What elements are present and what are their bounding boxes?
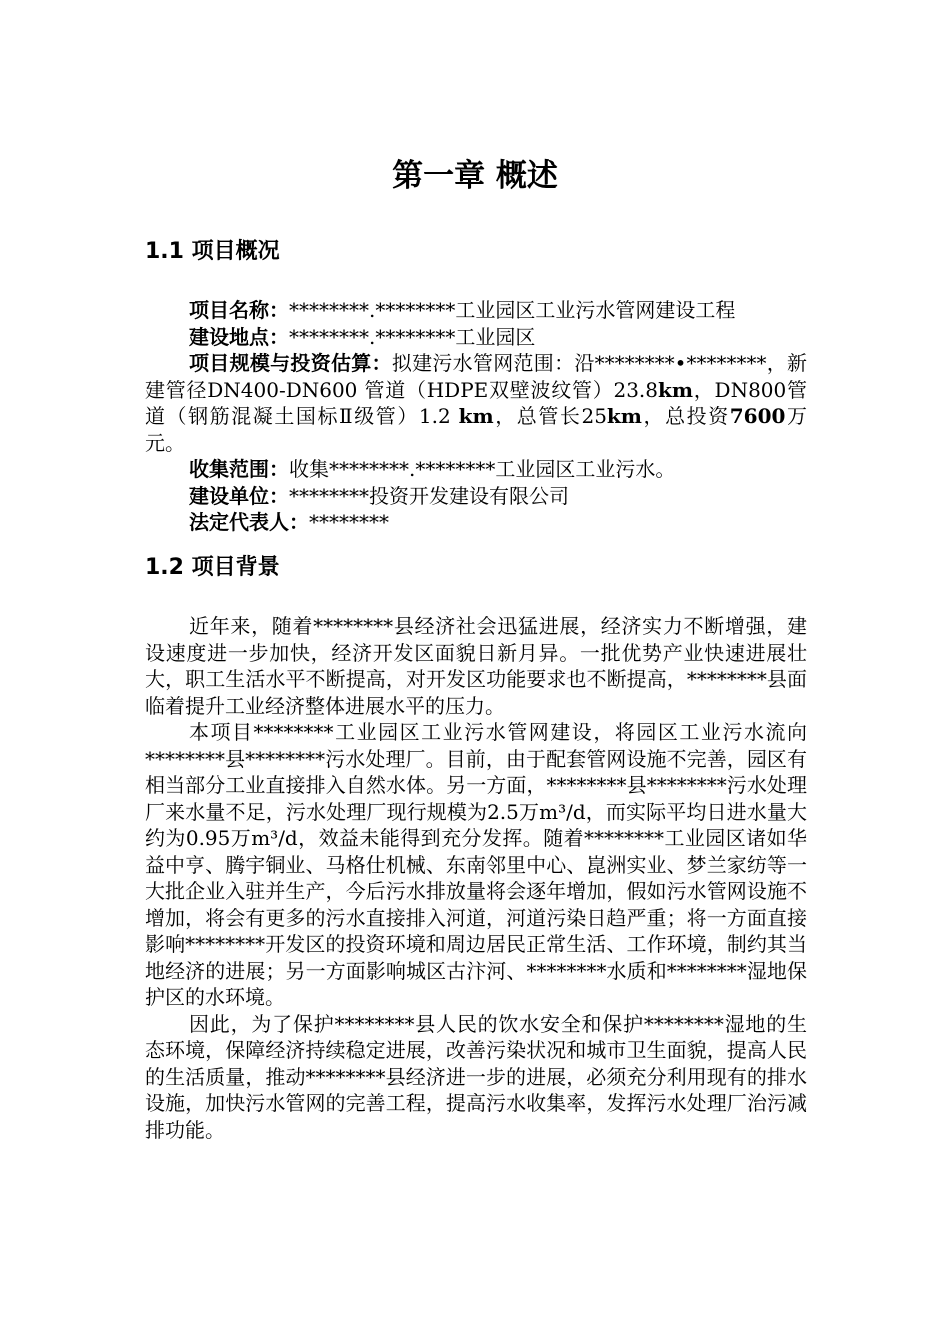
- scale-text-5: 万元。: [145, 404, 807, 455]
- scale-km-2: km: [458, 404, 494, 428]
- project-scale-label: 项目规模与投资估算：: [189, 351, 392, 375]
- legal-rep-label: 法定代表人：: [189, 510, 309, 534]
- scale-km-1: km: [658, 377, 694, 402]
- project-site-label: 建设地点：: [189, 324, 289, 349]
- scale-text-4: ，总投资: [641, 404, 730, 428]
- construction-unit-line: [145, 483, 807, 510]
- background-paragraph-1: 近年来，随着********县经济社会迅猛进展，经济实力不断增强，建设速度进一步加快，经济开发区面貌日新月异。一批优势产业快速进展壮大，职工生活水平不断提高，对开发区功能要求也不断提高，********县面临着提升工业经济整体进展水平的压力。: [145, 614, 807, 718]
- section-heading-overview: 1.1 项目概况: [145, 239, 280, 264]
- collection-range-value: 收集********.********工业园区工业污水。: [289, 457, 676, 481]
- scale-km-3: km: [606, 404, 642, 428]
- construction-unit-value: ********投资开发建设有限公司: [289, 483, 569, 508]
- background-paragraph-2: 本项目********工业园区工业污水管网建设，将园区工业污水流向********县********污水处理厂。目前，由于配套管网设施不完善，园区有相当部分工业直接排入自然水体。另一方面，********县********污水处理厂来水量不足，污水处理厂现行规模为2.5万m³/d，而实际平均日进水量大约为0.95万m³/d，效益未能得到充分发挥。随着********工业园区诸如华益中亨、腾宇铜业、马格仕机械、东南邻里中心、崑洲实业、梦兰家纺等一大批企业入驻并生产，今后污水排放量将会逐年增加，假如污水管网设施不增加，将会有更多的污水直接排入河道，河道污染日趋严重；将一方面直接影响********开发区的投资环境和周边居民正常生活、工作环境，制约其当地经济的进展；另一方面影响城区古汴河、********水质和********湿地保护区的水环境。: [145, 720, 807, 1009]
- project-name-value: ********.********工业园区工业污水管网建设工程: [289, 298, 736, 322]
- construction-unit-label: 建设单位：: [189, 483, 289, 508]
- collection-range-line: [145, 456, 807, 483]
- scale-investment: 7600: [729, 404, 786, 428]
- project-overview-block: [145, 297, 807, 536]
- scale-text-2: ，DN800管道（钢筋混凝土国标Ⅱ级管）1.2: [145, 377, 807, 428]
- project-scale-line: [145, 350, 807, 456]
- project-background-block: [145, 613, 807, 1143]
- scale-text-3: ，总管长25: [493, 404, 607, 428]
- project-name-label: 项目名称：: [189, 298, 289, 322]
- legal-rep-value: ********: [309, 510, 389, 534]
- collection-range-label: 收集范围：: [189, 457, 289, 481]
- background-paragraph-3: 因此，为了保护********县人民的饮水安全和保护********湿地的生态环境，保障经济持续稳定进展，改善污染状况和城市卫生面貌，提高人民的生活质量，推动********县经济进一步的进展，必须充分利用现有的排水设施，加快污水管网的完善工程，提高污水收集率，发挥污水处理厂治污减排功能。: [145, 1011, 807, 1142]
- chapter-title: 第一章 概述: [392, 158, 558, 194]
- project-site-value: ********.********工业园区: [289, 324, 536, 349]
- scale-text-1: 拟建污水管网范围：沿********•********，新建管径DN400-DN600 管道（HDPE双壁波纹管）23.8: [145, 351, 808, 402]
- section-heading-background: 1.2 项目背景: [145, 555, 280, 580]
- project-site-line: [145, 324, 807, 351]
- legal-rep-line: [145, 509, 807, 536]
- project-name-line: [145, 297, 807, 324]
